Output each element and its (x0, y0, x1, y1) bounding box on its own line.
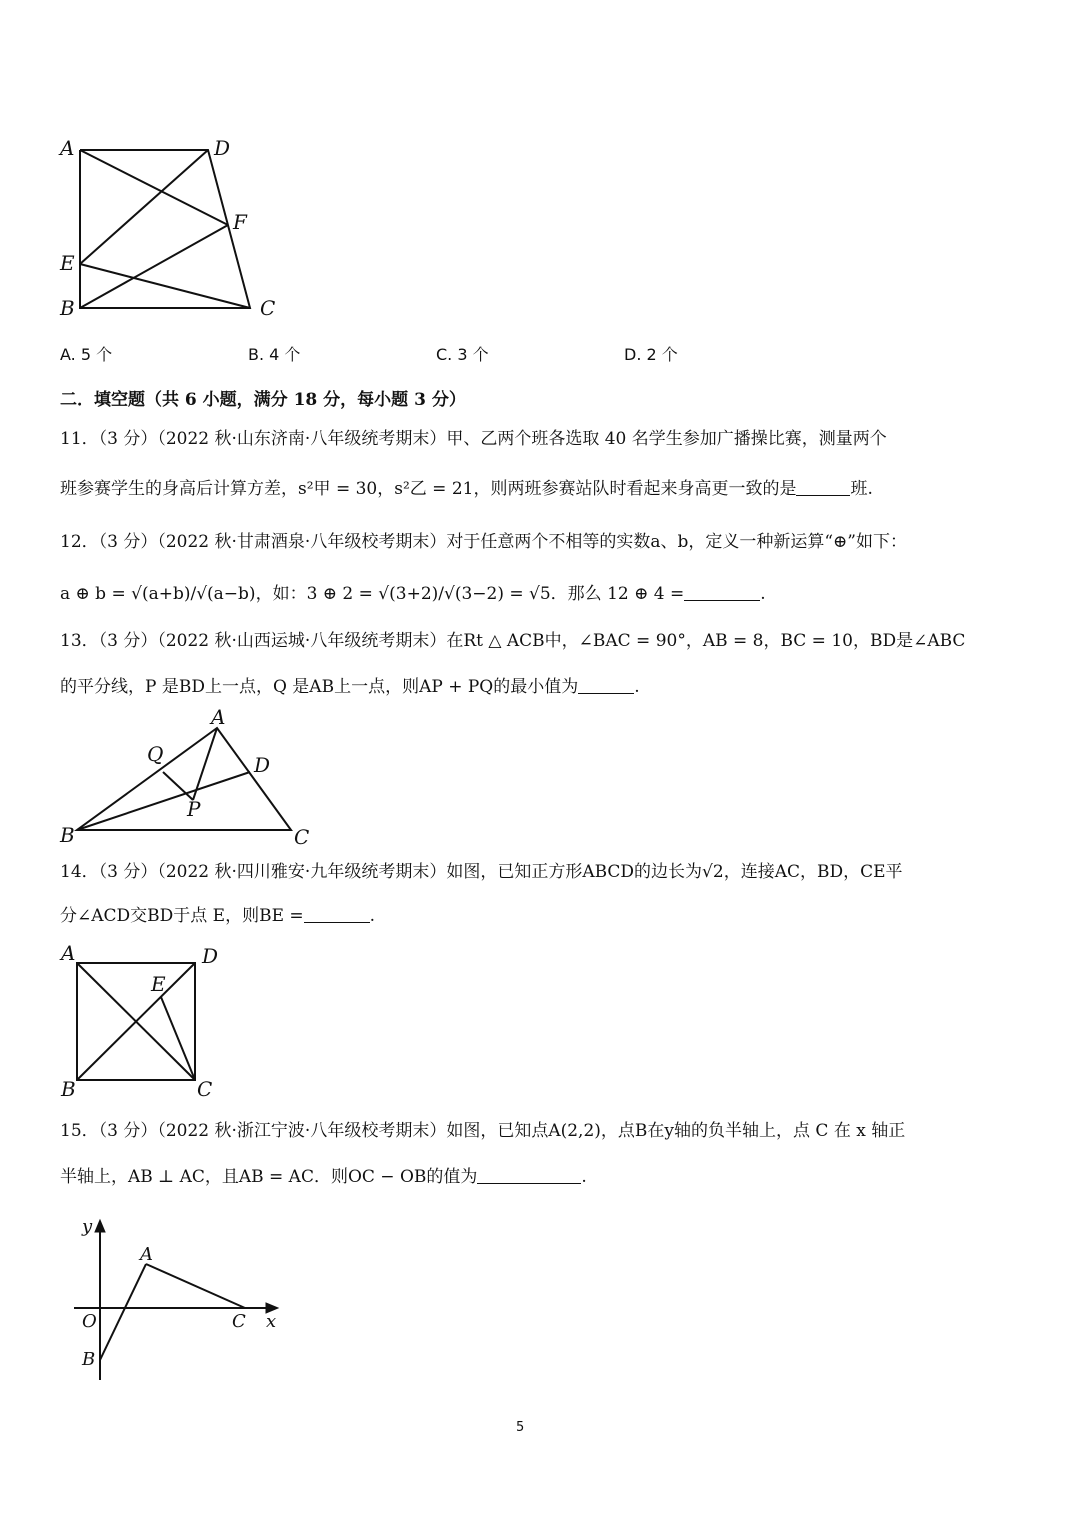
q14-line2 (60, 904, 375, 927)
figure-q14 (55, 940, 235, 1105)
figure-q15 (70, 1210, 290, 1390)
label-F: F (233, 210, 247, 234)
label-D: D (254, 753, 271, 777)
q15-line2 (60, 1165, 587, 1188)
q14-line2-text: 分∠ACD交BD于点 E，则BE = (60, 906, 304, 926)
label-y: y (82, 1216, 93, 1237)
q12-line2-end: . (760, 584, 766, 604)
q13-line2 (60, 675, 640, 698)
q15-line1: 15．（3 分）（2022 秋·浙江宁波·八年级校考期末）如图，已知点A(2,2)，点B在y轴的负半轴上，点 C 在 x 轴正 (60, 1121, 906, 1141)
q11-line2-end: 班. (850, 479, 873, 499)
label-x: x (266, 1311, 277, 1332)
q12-line2-text: a ⊕ b = √(a+b)/√(a−b)，如：3 ⊕ 2 = √(3+2)/√(3−2) = √5．那么 12 ⊕ 4 = (60, 584, 685, 604)
label-A: A (60, 136, 75, 160)
answer-blank (684, 582, 760, 601)
label-A: A (61, 941, 76, 965)
label-A: A (211, 705, 226, 729)
label-D: D (214, 136, 231, 160)
q13-line1: 13．（3 分）（2022 秋·山西运城·八年级统考期末）在Rt △ ACB中，∠BAC = 90°，AB = 8，BC = 10，BD是∠ABC (60, 631, 966, 651)
q11-line2-text: 班参赛学生的身高后计算方差，s²甲 = 30，s²乙 = 21，则两班参赛站队时看起来身高更一致的是 (60, 479, 797, 499)
label-D: D (202, 944, 219, 968)
q14-line2-end: . (369, 906, 376, 926)
figure-q13 (55, 705, 325, 850)
label-C: C (197, 1077, 213, 1101)
answer-blank (304, 904, 370, 923)
q12-line1: 12．（3 分）（2022 秋·甘肃酒泉·八年级校考期末）对于任意两个不相等的实数a、b，定义一种新运算“⊕”如下： (60, 532, 907, 552)
label-C: C (260, 296, 276, 320)
answer-blank (578, 675, 634, 694)
label-C: C (232, 1311, 246, 1332)
q11-line2 (60, 477, 873, 500)
label-B: B (82, 1349, 96, 1370)
label-E: E (151, 972, 166, 996)
label-B: B (61, 1077, 76, 1101)
answer-blank (477, 1165, 581, 1184)
label-C: C (294, 825, 310, 849)
label-A: A (140, 1244, 153, 1265)
label-P: P (187, 797, 201, 821)
q15-line2-end: . (581, 1167, 587, 1187)
q11-line1: 11．（3 分）（2022 秋·山东济南·八年级统考期末）甲、乙两个班各选取 40 名学生参加广播操比赛，测量两个 (60, 429, 887, 449)
label-B: B (60, 296, 75, 320)
q13-line2-text: 的平分线，P 是BD上一点，Q 是AB上一点，则AP + PQ的最小值为 (60, 677, 579, 697)
answer-blank (796, 477, 850, 496)
option-d: D. 2 个 (624, 345, 678, 364)
label-E: E (60, 251, 75, 275)
option-b: B. 4 个 (248, 345, 301, 364)
page-number: 5 (516, 1420, 525, 1435)
q12-line2 (60, 582, 766, 605)
option-c: C. 3 个 (436, 345, 489, 364)
figure-q10 (40, 125, 300, 330)
section-header: 二．填空题（共 6 小题，满分 18 分，每小题 3 分） (60, 390, 466, 410)
label-Q: Q (147, 742, 164, 766)
q15-line2-text: 半轴上，AB ⊥ AC，且AB = AC．则OC − OB的值为 (60, 1167, 478, 1187)
q14-line1: 14．（3 分）（2022 秋·四川雅安·九年级统考期末）如图，已知正方形ABCD的边长为√2，连接AC，BD，CE平 (60, 862, 903, 882)
label-O: O (82, 1311, 97, 1332)
label-B: B (60, 823, 75, 847)
q13-line2-end: . (634, 677, 640, 697)
option-a: A. 5 个 (60, 345, 113, 364)
